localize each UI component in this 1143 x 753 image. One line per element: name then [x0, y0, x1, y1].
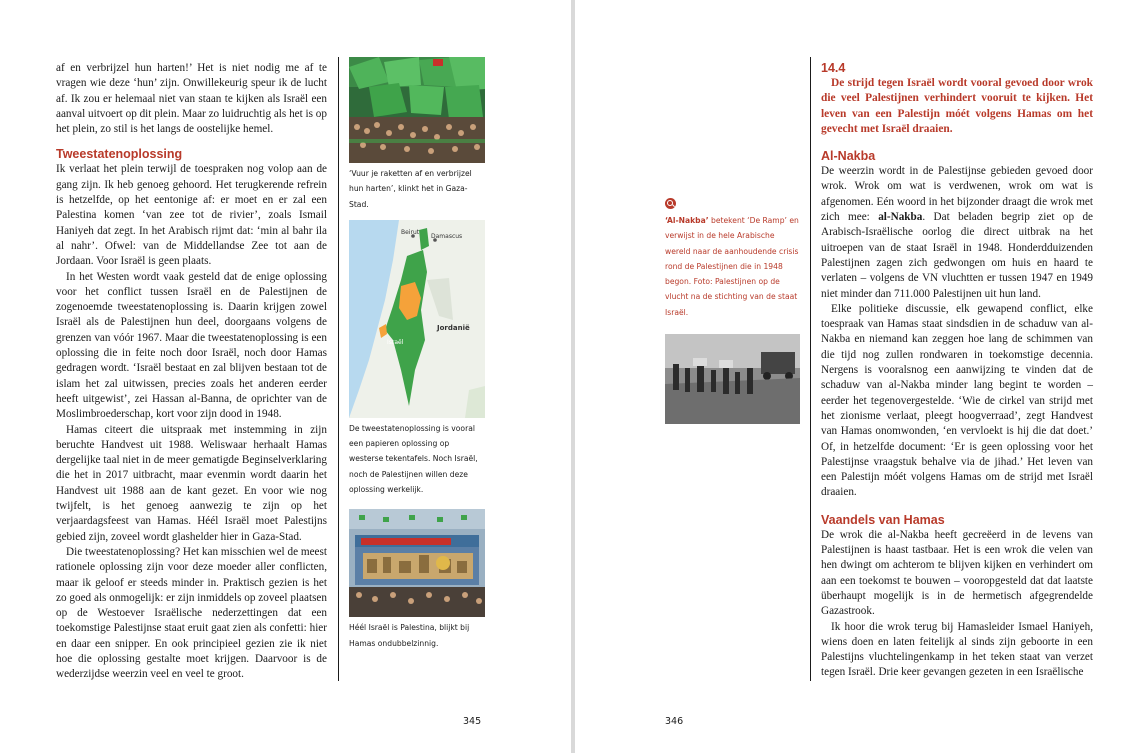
section-intro: De strijd tegen Israël wordt vooral gevoed door wrok die veel Palestijnen verhindert vooruit te kijken. Het leven van een Palestijn móét volgens Hamas om het gevecht met Israël draaien. — [821, 77, 1093, 135]
paragraph-nakba — [821, 164, 1093, 302]
paragraph: Hamas citeert die uitspraak met instemming in zijn beruchte Handvest uit 1988. Weliswaar herhaalt Hamas dergelijke taal niet in de meer gematigde Beginselverklaring die het in 2017 uitbracht, maar evenmin wordt daarin het Handvest uit 1988 aan de kant gezet. En voor wie nog twijfelt, is het genoeg aanwezig te zijn op het verjaardagsfeest van Hamas. Héél Israël moet Palestijns gebied zijn, zoveel wordt glashelder hier in Gaza-Stad. — [56, 423, 327, 543]
paragraph: Elke politieke discussie, elk gewapend conflict, elke toespraak van Hamas staat sindsdien in de schaduw van al-Nakba en niemand kan zeggen hoe lang de schimmen van die tijd nog zullen rondwaren in toekomstige decennia. Nergens is vooralsnog een aanwijzing te vinden dat de schaduw van al-Nakba minder lang begint te worden – eerder het tegenovergestelde. ‘Wie de cirkel van strijd met het zionisme verlaat, pleegt hoogverraad’, zegt Handvest van Hamas onomwonden, ‘en vervloekt is hij die dat doet.’ Of, in hetzelfde document: ‘Er is geen oplossing voor het Palestijnse vraagstuk behalve via de jihad.’ Het leven van een Palestijn móét volgens Hamas om de strijd met Israël draaien. — [821, 302, 1093, 499]
left-sidebar — [349, 57, 485, 651]
left-main-column — [56, 61, 327, 683]
paragraph: Ik hoor die wrok terug bij Hamasleider Ismael Haniyeh, wiens doen en laten feitelijk al sinds zijn geboorte in een Palestijns vluchtelingenkamp in het teken staat van verzet tegen Israël. Drie keer gevangen gezeten in een Israëlische — [821, 620, 1093, 679]
paragraph: De wrok die al-Nakba heeft gecreëerd in de levens van Palestijnen is haast tastbaar. Het is een wrok die velen van hen dwingt om achterom te blijven kijken en verhindert om aan een toekomst te bouwen – vooropgesteld dat dat laatste überhaupt mogelijk is in de hermetisch afgegrendelde Gazastrook. — [821, 528, 1093, 618]
map-label-damascus: Damascus — [431, 232, 463, 240]
map-label-jordan: Jordanië — [437, 323, 470, 332]
right-sidebar — [665, 198, 800, 424]
heading-tweestatenoplossing: Tweestatenoplossing — [56, 147, 183, 162]
map-caption: De tweestatenoplossing is vooral een papieren oplossing op westerse tekentafels. Noch Israël, noch de Palestijnen willen deze oplossing werkelijk. — [349, 423, 478, 495]
term-al-nakba: al-Nakba — [878, 211, 923, 224]
right-page — [575, 0, 1143, 753]
heading-vaandels-van-hamas: Vaandels van Hamas — [821, 512, 945, 527]
text-run: De weerzin wordt in de Palestijnse gebieden gevoed door wrok. Wrok om wat is verdwenen, wrok om wat is afgenomen. Eén woord in het bijzonder draagt die wrok met zich mee: — [821, 165, 1093, 224]
paragraph: In het Westen wordt vaak gesteld dat de enige oplossing voor het conflict tussen Israël en de Palestijnen de zogenoemde tweestatenoplossing is. Daarin krijgen zowel Israël als de Palestijnen hun deel, doorgaans volgens de grenzen van vóór 1967. Maar die tweestatenoplossing is een oplossing die in feite noch door Israël, noch door Hamas gedragen wordt. ‘Israël bestaat en zal blijven bestaan tot de islam het zal uitwissen, precies zoals het anderen eerder heeft uitgewist’, zei Hassan al-Banna, de oprichter van de Moslimbroederschap, kort voor zijn dood in 1948. — [56, 270, 327, 421]
rally-photo-image — [349, 57, 485, 163]
column-divider — [338, 57, 339, 681]
heading-al-nakba: Al-Nakba — [821, 149, 876, 164]
text-run: . Dat beladen begrip ziet op de Arabisch-Israëlische oorlog die direct uitbrak na het uitroepen van de staat Israël in 1948. Honderdduizenden Palestijnen zagen zich gedwongen om huis en haard te verlaten – volgens de VN vluchtten er tussen 1947 en 1949 niet minder dan 711.000 Palestijnen uit hun land. — [821, 211, 1094, 300]
nakba-sidebar-term: ‘Al-Nakba’ — [665, 216, 709, 225]
paragraph: Ik verlaat het plein terwijl de toespraken nog volop aan de gang zijn. Ik heb genoeg gehoord. Het terugkerende refrein is hetzelfde, op het eentonige af: er moet en er zal een Palestina komen ‘van zee tot de rivier’, zoals Ismail Haniyeh dat zegt. In het Arabisch rijmt dat: ‘min al bahr ila al nahr’. Ofwel: van de Middellandse Zee tot aan de Jordaan. Voor Israël is geen plaats. — [56, 163, 327, 268]
map-label-beirut: Beirut — [401, 228, 420, 236]
refugees-photo — [665, 334, 800, 424]
section-number: 14.4 — [821, 61, 846, 75]
banner-photo-image — [349, 509, 485, 617]
nakba-sidebar-text: betekent ‘De Ramp’ en verwijst in de hele Arabische wereld naar de aanhoudende crisis rond de Palestijnen die in 1948 begon. Foto: Palestijnen op de vlucht na de stichting van de staat Israël. — [665, 216, 799, 317]
page-number-left: 345 — [463, 716, 482, 727]
nakba-sidebar-note — [665, 213, 800, 320]
right-main-column — [821, 61, 1093, 681]
banner-photo — [349, 509, 485, 617]
rally-photo — [349, 57, 485, 163]
page-number-right: 346 — [665, 716, 684, 727]
region-map-image — [349, 220, 485, 418]
refugees-photo-image — [665, 334, 800, 424]
region-map — [349, 220, 485, 418]
magnifier-icon — [665, 198, 676, 209]
paragraph-continued: af en verbrijzel hun harten!’ Het is niet nodig me af te vragen wie deze ‘hun’ zijn. Onwillekeurig speur ik de lucht af. Ik zou er helemaal niet van staan te kijken als Israël een aanval uitvoert op dit plein. Maar zo luidruchtig als het is op het plein, zo stil is het langs de oostelijke hemel. — [56, 62, 327, 136]
rally-photo-caption: ‘Vuur je raketten af en verbrijzel hun harten’, klinkt het in Gaza-Stad. — [349, 169, 472, 209]
paragraph: Die tweestatenoplossing? Het kan misschien wel de meest rationele oplossing zijn voor deze moeder aller conflicten, maar ik geloof er steeds minder in. Praktisch gezien is het zo goed als onmogelijk: er zijn inmiddels op zoveel plaatsen op de Westoever Israëlische nederzettingen dat een toekomstige Palestijnse staat eruit gaat zien als confetti: hier en daar een snipper. En ook principieel gezien zie ik niet hoe die oplossing gestalte moet krijgen. Daarvoor is de wederzijdse weerzin veel en veel te groot. — [56, 545, 327, 681]
banner-photo-caption: Héél Israël is Palestina, blijkt bij Hamas ondubbelzinnig. — [349, 623, 470, 648]
map-label-israel: Israël — [387, 338, 404, 346]
left-page — [0, 0, 571, 753]
column-divider-right — [810, 57, 811, 681]
